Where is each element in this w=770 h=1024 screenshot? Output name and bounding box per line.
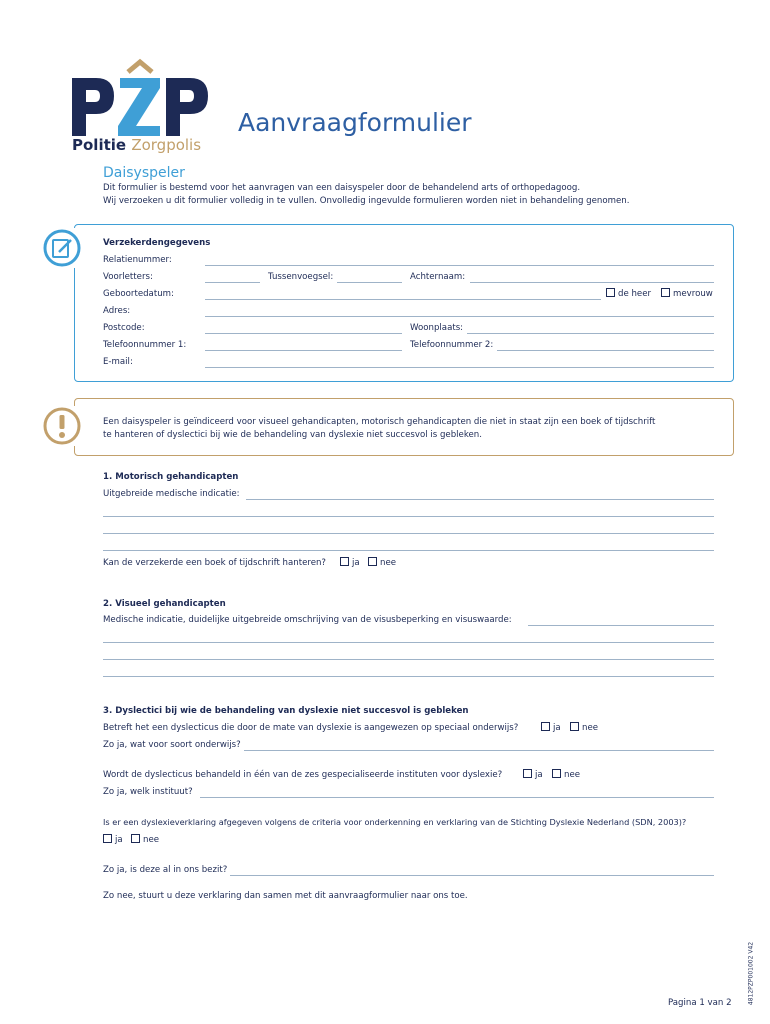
section2-indicatie-line3[interactable]: [103, 659, 714, 660]
tussenvoegsel-field[interactable]: [337, 282, 402, 283]
notice-text-line2: te hanteren of dyslectici bij wie de behandeling van dyslexie niet succesvol is gebleken.: [103, 430, 482, 440]
page-title: Aanvraagformulier: [238, 108, 472, 137]
mevrouw-label: mevrouw: [673, 289, 713, 299]
section1-ja-checkbox[interactable]: [340, 557, 349, 566]
section3-q1-nee-option[interactable]: [570, 722, 598, 734]
mevrouw-option[interactable]: [661, 288, 713, 300]
section3-q3-followup: Zo ja, is deze al in ons bezit?: [103, 865, 228, 875]
adres-field[interactable]: [205, 316, 714, 317]
relatienummer-label: Relatienummer:: [103, 255, 172, 265]
woonplaats-field[interactable]: [467, 333, 714, 334]
section3-q3-nee-label: nee: [143, 835, 160, 845]
tussenvoegsel-label: Tussenvoegsel:: [268, 272, 334, 282]
postcode-field[interactable]: [205, 333, 402, 334]
voorletters-field[interactable]: [205, 282, 260, 283]
section3-q2-followup-field[interactable]: [200, 797, 714, 798]
telefoon2-field[interactable]: [497, 350, 714, 351]
section3-q3-followup-field[interactable]: [230, 875, 714, 876]
document-code: 4812PZP001002 V42: [747, 941, 755, 1006]
telefoon1-label: Telefoonnummer 1:: [103, 340, 187, 350]
adres-label: Adres:: [103, 306, 131, 316]
section3-q2: Wordt de dyslecticus behandeld in één van de zes gespecialiseerde instituten voor dyslexie?: [103, 770, 503, 780]
section3-q1: Betreft het een dyslecticus die door de mate van dyslexie is aangewezen op speciaal onderwijs?: [103, 723, 519, 733]
section3-q2-nee-checkbox[interactable]: [552, 769, 561, 778]
de-heer-checkbox[interactable]: [606, 288, 615, 297]
section1-nee-option[interactable]: [368, 557, 396, 569]
section1-indicatie-line3[interactable]: [103, 533, 714, 534]
logo-name-zorgpolis: Zorgpolis: [131, 136, 202, 154]
section3-heading: 3. Dyslectici bij wie de behandeling van dyslexie niet succesvol is gebleken: [103, 706, 469, 716]
telefoon2-label: Telefoonnummer 2:: [410, 340, 494, 350]
section2-indicatie-label: Medische indicatie, duidelijke uitgebreide omschrijving van de visusbeperking en visuswaarde:: [103, 615, 512, 625]
edit-form-icon: [42, 228, 82, 268]
voorletters-label: Voorletters:: [103, 272, 153, 282]
section3-q3: Is er een dyslexieverklaring afgegeven volgens de criteria voor onderkenning en verklaring van de Stichting Dyslexie Nederland (SDN, 2003)?: [103, 817, 687, 827]
achternaam-field[interactable]: [470, 282, 714, 283]
relatienummer-field[interactable]: [205, 265, 714, 266]
section3-q1-followup-field[interactable]: [244, 750, 714, 751]
de-heer-label: de heer: [618, 289, 652, 299]
geboortedatum-field[interactable]: [205, 299, 601, 300]
section3-q3-nee-checkbox[interactable]: [131, 834, 140, 843]
section3-q2-nee-option[interactable]: [552, 769, 580, 781]
notice-text-line1: Een daisyspeler is geïndiceerd voor visueel gehandicapten, motorisch gehandicapten die niet in staat zijn een boek of tijdschrift: [103, 417, 656, 427]
section3-q3-nee-option[interactable]: [131, 834, 159, 846]
email-label: E-mail:: [103, 357, 133, 367]
logo-name-politie: Politie: [72, 136, 127, 154]
section1-indicatie-line4[interactable]: [103, 550, 714, 551]
section3-q2-ja-label: ja: [535, 770, 543, 780]
section3-q3-ja-checkbox[interactable]: [103, 834, 112, 843]
section2-indicatie-line2[interactable]: [103, 642, 714, 643]
postcode-label: Postcode:: [103, 323, 145, 333]
section3-q3-ja-option[interactable]: [103, 834, 123, 846]
section3-q1-ja-label: ja: [553, 723, 561, 733]
woonplaats-label: Woonplaats:: [410, 323, 464, 333]
section1-ja-label: ja: [352, 558, 360, 568]
section1-indicatie-line2[interactable]: [103, 516, 714, 517]
section3-q2-nee-label: nee: [564, 770, 581, 780]
achternaam-label: Achternaam:: [410, 272, 466, 282]
intro-text-line2: Wij verzoeken u dit formulier volledig in te vullen. Onvolledig ingevulde formulieren worden niet in behandeling genomen.: [103, 196, 630, 206]
section3-q1-followup: Zo ja, wat voor soort onderwijs?: [103, 740, 241, 750]
section3-q2-ja-option[interactable]: [523, 769, 543, 781]
section1-heading: 1. Motorisch gehandicapten: [103, 472, 239, 482]
section1-indicatie-field[interactable]: [246, 499, 714, 500]
email-field[interactable]: [205, 367, 714, 368]
section3-q1-ja-option[interactable]: [541, 722, 561, 734]
section1-ja-option[interactable]: [340, 557, 360, 569]
geboortedatum-label: Geboortedatum:: [103, 289, 174, 299]
section1-nee-checkbox[interactable]: [368, 557, 377, 566]
section3-q2-followup: Zo ja, welk instituut?: [103, 787, 193, 797]
section2-heading: 2. Visueel gehandicapten: [103, 599, 226, 609]
section1-indicatie-label: Uitgebreide medische indicatie:: [103, 489, 240, 499]
section1-question: Kan de verzekerde een boek of tijdschrift hanteren?: [103, 558, 326, 568]
warning-icon: [42, 406, 82, 446]
section3-q1-ja-checkbox[interactable]: [541, 722, 550, 731]
section3-q1-nee-checkbox[interactable]: [570, 722, 579, 731]
section3-q2-ja-checkbox[interactable]: [523, 769, 532, 778]
intro-text-line1: Dit formulier is bestemd voor het aanvragen van een daisyspeler door de behandelend arts of orthopedagoog.: [103, 183, 581, 193]
telefoon1-field[interactable]: [205, 350, 402, 351]
insured-heading: Verzekerdengegevens: [103, 238, 211, 248]
section3-q3-ja-label: ja: [115, 835, 123, 845]
section1-nee-label: nee: [380, 558, 397, 568]
page-number: Pagina 1 van 2: [668, 998, 732, 1008]
section2-indicatie-field[interactable]: [528, 625, 714, 626]
section2-indicatie-line4[interactable]: [103, 676, 714, 677]
form-subtitle: Daisyspeler: [103, 165, 185, 181]
mevrouw-checkbox[interactable]: [661, 288, 670, 297]
section3-closing: Zo nee, stuurt u deze verklaring dan samen met dit aanvraagformulier naar ons toe.: [103, 891, 468, 901]
logo: [70, 50, 220, 160]
de-heer-option[interactable]: [606, 288, 651, 300]
section3-q1-nee-label: nee: [582, 723, 599, 733]
